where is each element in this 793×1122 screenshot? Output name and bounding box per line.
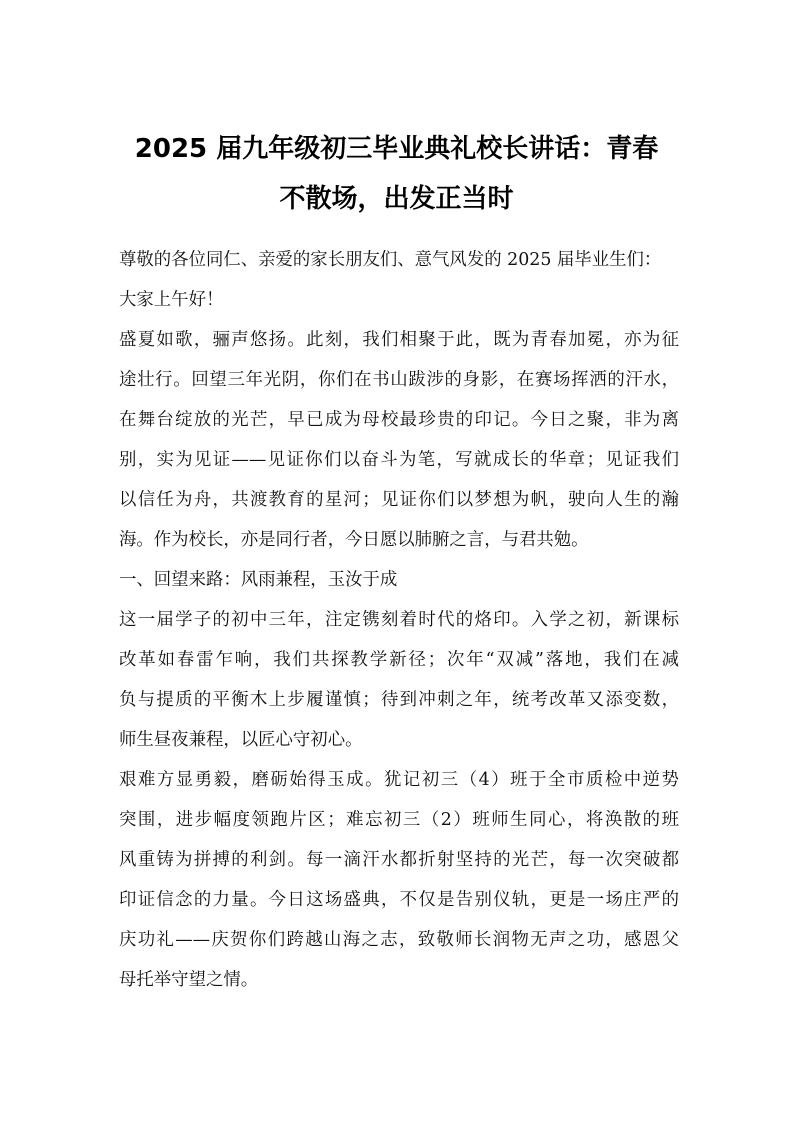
text-line: 母托举守望之情。: [119, 970, 259, 990]
title-line-2: 不散场，出发正当时: [279, 184, 514, 214]
text-line: 这一届学子的初中三年，注定镌刻着时代的烙印。入学之初，新课标: [119, 610, 679, 630]
title-line-1: 2025 届九年级初三毕业典礼校长讲话：青春: [134, 134, 659, 164]
text-line: 师生昼夜兼程，以匠心守初心。: [119, 730, 363, 750]
text-line: 庆功礼——庆贺你们跨越山海之志，致敬师长润物无声之功，感恩父: [119, 930, 679, 950]
text-line: 别，实为见证——见证你们以奋斗为笔，写就成长的华章；见证我们: [119, 450, 679, 470]
text-line: 尊敬的各位同仁、亲爱的家长朋友们、意气风发的 2025 届毕业生们：: [119, 250, 662, 270]
text-line: 盛夏如歌，骊声悠扬。此刻，我们相聚于此，既为青春加冕，亦为征: [119, 330, 679, 350]
text-line: 印证信念的力量。今日这场盛典，不仅是告别仪轨，更是一场庄严的: [119, 890, 679, 910]
section-1-paragraph-2: [119, 760, 679, 1000]
text-line: 在舞台绽放的光芒，早已成为母校最珍贵的印记。今日之聚，非为离: [119, 410, 679, 430]
text-line: 负与提质的平衡木上步履谨慎；待到冲刺之年，统考改革又添变数，: [119, 690, 679, 710]
text-line: 海。作为校长，亦是同行者，今日愿以肺腑之言，与君共勉。: [119, 530, 589, 550]
text-line: 大家上午好！: [119, 290, 224, 310]
text-line: 一、回望来路：风雨兼程，玉汝于成: [119, 570, 398, 590]
text-line: 途壮行。回望三年光阴，你们在书山跋涉的身影，在赛场挥洒的汗水，: [119, 370, 679, 390]
document-body: [119, 240, 679, 1000]
section-1-paragraph-1: [119, 600, 679, 760]
section-heading-1: [119, 560, 679, 600]
text-line: 突围，进步幅度领跑片区；难忘初三（2）班师生同心，将涣散的班: [119, 810, 679, 830]
text-line: 艰难方显勇毅，磨砺始得玉成。犹记初三（4）班于全市质检中逆势: [119, 770, 679, 790]
text-line: 改革如春雷乍响，我们共探教学新径；次年“双减”落地，我们在减: [119, 650, 679, 670]
intro-paragraph: [119, 320, 679, 560]
text-line: 以信任为舟，共渡教育的星河；见证你们以梦想为帆，驶向人生的瀚: [119, 490, 679, 510]
document-title: [100, 124, 693, 224]
text-line: 风重铸为拼搏的利剑。每一滴汗水都折射坚持的光芒，每一次突破都: [119, 850, 679, 870]
salutation-paragraph: [119, 280, 679, 320]
greeting-paragraph: [119, 240, 679, 280]
